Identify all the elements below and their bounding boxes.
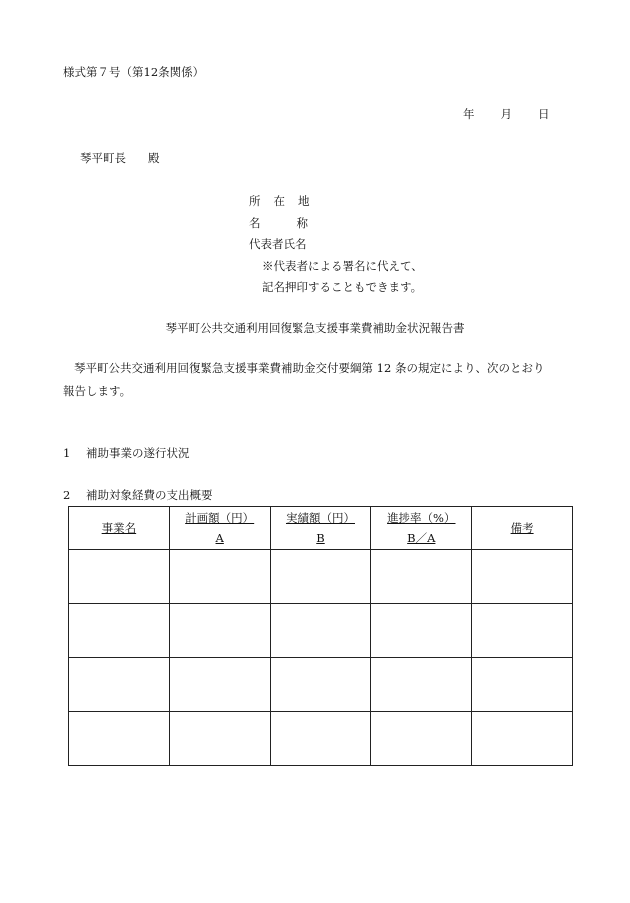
year-label: 年 — [463, 107, 475, 121]
table-row — [69, 712, 573, 766]
cell-project-name — [69, 712, 170, 766]
cell-remarks — [472, 550, 573, 604]
cell-progress-rate — [371, 604, 472, 658]
cell-actual-amount — [270, 550, 371, 604]
header-remarks-label: 備考 — [510, 521, 534, 535]
header-actual-amount-sub: B — [316, 531, 325, 545]
section-2-number: 2 — [63, 488, 71, 502]
cell-project-name — [69, 550, 170, 604]
signature-note-line2: 記名押印することもできます。 — [262, 280, 423, 294]
cell-planned-amount — [169, 712, 270, 766]
header-planned-amount-sub: A — [215, 531, 224, 545]
cell-remarks — [472, 712, 573, 766]
addressee-honorific: 殿 — [148, 151, 160, 165]
section-2-title: 補助対象経費の支出概要 — [86, 488, 213, 502]
cell-planned-amount — [169, 604, 270, 658]
header-remarks — [472, 507, 573, 550]
date-line — [463, 106, 550, 122]
cell-actual-amount — [270, 658, 371, 712]
section-1-number: 1 — [63, 446, 71, 460]
header-progress-rate-label: 進捗率（%） — [387, 511, 456, 525]
header-project-name-label: 事業名 — [101, 521, 137, 535]
cell-progress-rate — [371, 658, 472, 712]
month-label: 月 — [500, 107, 512, 121]
address-label: 所在地 — [249, 194, 323, 208]
expense-table — [68, 506, 573, 766]
day-label: 日 — [538, 107, 550, 121]
section-1-title: 補助事業の遂行状況 — [86, 446, 190, 460]
header-actual-amount — [270, 507, 371, 550]
table-row — [69, 604, 573, 658]
cell-remarks — [472, 604, 573, 658]
table-row — [69, 550, 573, 604]
header-actual-amount-label: 実績額（円） — [285, 511, 355, 525]
representative-label: 代表者氏名 — [249, 237, 307, 251]
cell-progress-rate — [371, 712, 472, 766]
header-planned-amount-label: 計画額（円） — [185, 511, 255, 525]
header-project-name — [69, 507, 170, 550]
section-2 — [63, 487, 213, 503]
cell-actual-amount — [270, 604, 371, 658]
table-row — [69, 658, 573, 712]
cell-planned-amount — [169, 658, 270, 712]
cell-planned-amount — [169, 550, 270, 604]
cell-remarks — [472, 658, 573, 712]
header-progress-rate — [371, 507, 472, 550]
name-label: 名称 — [249, 216, 344, 230]
body-text: 琴平町公共交通利用回復緊急支援事業費補助金交付要綱第 12 条の規定により、次のとおり報告します。 — [63, 361, 545, 398]
section-1 — [63, 445, 190, 461]
cell-actual-amount — [270, 712, 371, 766]
signature-note-line1: ※代表者による署名に代えて、 — [262, 259, 423, 273]
form-number: 様式第７号（第12条関係） — [63, 65, 205, 79]
header-planned-amount — [169, 507, 270, 550]
cell-project-name — [69, 658, 170, 712]
table-header-row — [69, 507, 573, 550]
cell-progress-rate — [371, 550, 472, 604]
header-progress-rate-sub: B／A — [407, 531, 436, 545]
document-title: 琴平町公共交通利用回復緊急支援事業費補助金状況報告書 — [165, 321, 465, 335]
cell-project-name — [69, 604, 170, 658]
addressee-name: 琴平町長 — [80, 151, 126, 165]
addressee — [80, 150, 160, 166]
